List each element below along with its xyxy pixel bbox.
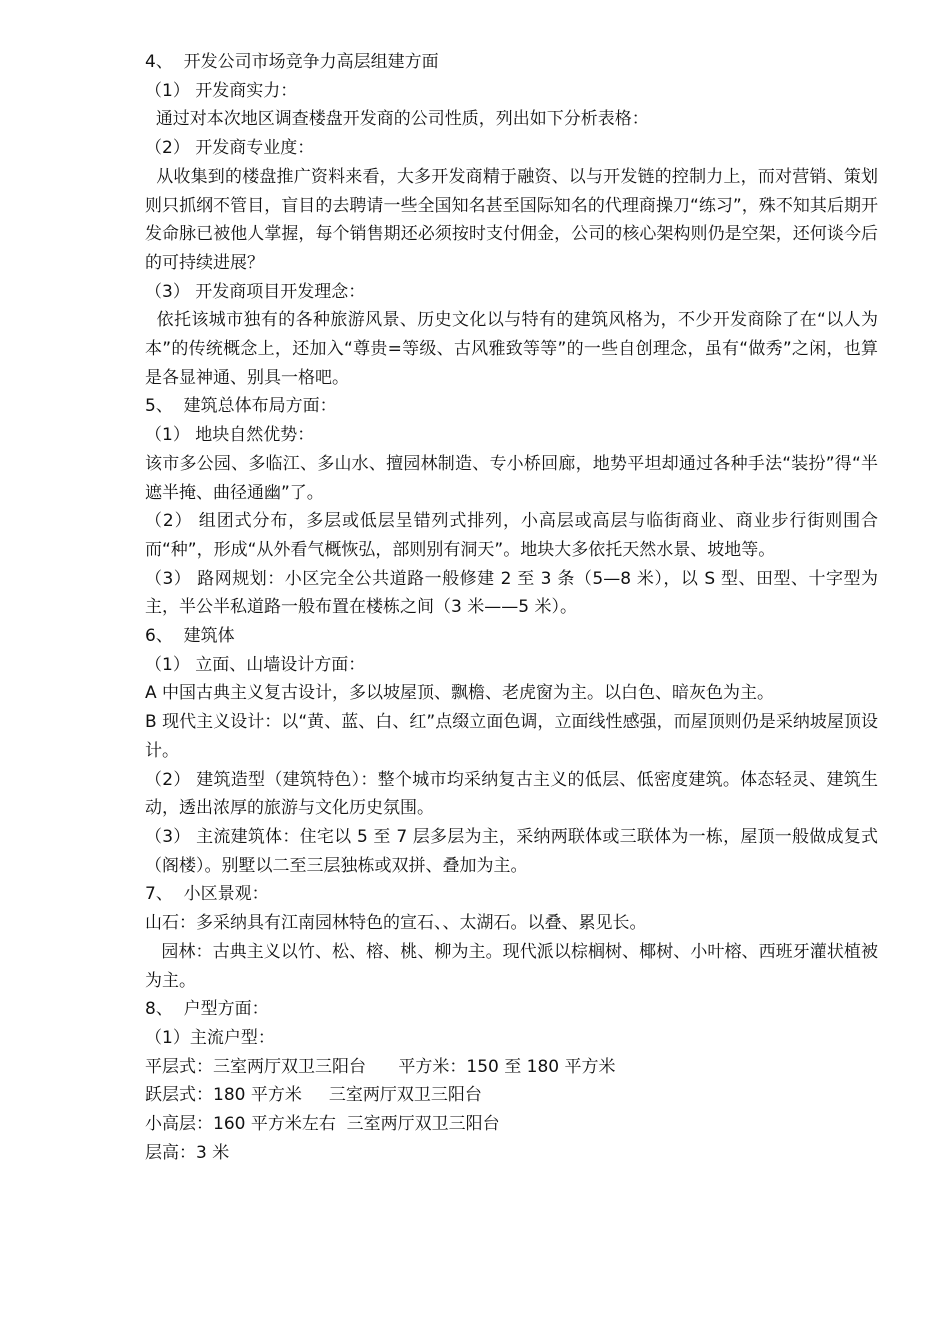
paragraph-main-building: （3） 主流建筑体：住宅以 5 至 7 层多层为主，采纳两联体或三联体为一栋，屋顶一般做成复式（阁楼）。别墅以二至三层独栋或双拼、叠加为主。 [145, 826, 878, 876]
section-heading-8: 8、 户型方面： [145, 999, 269, 1020]
line-floor-height: 层高：3 米 [145, 1142, 230, 1163]
line-duplex-unit: 跃层式：180 平方米 三室两厅双卫三阳台 [145, 1085, 482, 1106]
paragraph-rockery: 山石：多采纳具有江南园林特色的宣石、、太湖石。以叠、累见长。 [145, 913, 647, 934]
subheading-developer-strength: （1） 开发商实力： [145, 80, 298, 101]
paragraph-modern-design: B 现代主义设计：以“黄、蓝、白、红”点缀立面色调，立面线性感强，而屋顶则仍是采纳坡屋顶设计。 [145, 712, 878, 761]
subheading-main-unit-type: （1）主流户型： [145, 1027, 275, 1048]
subheading-development-concept: （3） 开发商项目开发理念： [145, 281, 366, 302]
subheading-natural-advantage: （1） 地块自然优势： [145, 425, 315, 446]
section-heading-5: 5、 建筑总体布局方面： [145, 396, 337, 417]
line-small-highrise-unit: 小高层：160 平方米左右 三室两厅双卫三阳台 [145, 1114, 500, 1135]
paragraph-building-form: （2） 建筑造型（建筑特色）：整个城市均采纳复古主义的低层、低密度建筑。体态轻灵、建筑生动，透出浓厚的旅游与文化历史氛围。 [145, 769, 878, 819]
section-heading-7: 7、 小区景观： [145, 884, 269, 905]
paragraph-road-network: （3） 路网规划：小区完全公共道路一般修建 2 至 3 条（5—8 米），以 S 型、田型、十字型为主，半公半私道路一般布置在楼栋之间（3 米——5 米）。 [145, 568, 878, 618]
line-flat-unit: 平层式：三室两厅双卫三阳台 平方米：150 至 180 平方米 [145, 1056, 616, 1077]
document-page [145, 48, 878, 1167]
section-heading-4: 4、 开发公司市场竞争力高层组建方面 [145, 52, 439, 72]
paragraph-garden: 园林：古典主义以竹、松、榕、桃、柳为主。现代派以棕榈树、椰树、小叶榕、西班牙灌状植被为主。 [145, 941, 878, 991]
paragraph-developer-strength: 通过对本次地区调查楼盘开发商的公司性质，列出如下分析表格： [145, 109, 649, 130]
paragraph-classical-design: A 中国古典主义复古设计，多以坡屋顶、飘檐、老虎窗为主。以白色、暗灰色为主。 [145, 683, 775, 704]
paragraph-development-concept: 依托该城市独有的各种旅游风景、历史文化以与特有的建筑风格为，不少开发商除了在“以人为本”的传统概念上，还加入“尊贵=等级、古风雅致等等”的一些自创理念，虽有“做秀”之闲，也算是各显神通、别具一格吧。 [145, 310, 878, 388]
subheading-facade-design: （1） 立面、山墙设计方面： [145, 654, 366, 675]
paragraph-cluster-layout: （2） 组团式分布，多层或低层呈错列式排列，小高层或高层与临街商业、商业步行街则围合而“种”，形成“从外看气概恢弘，部则别有洞天”。地块大多依托天然水景、坡地等。 [145, 511, 878, 560]
paragraph-natural-advantage: 该市多公园、多临江、多山水、擅园林制造、专小桥回廊，地势平坦却通过各种手法“装扮”得“半遮半掩、曲径通幽”了。 [145, 453, 878, 503]
paragraph-developer-professionalism: 从收集到的楼盘推广资料来看，大多开发商精于融资、以与开发链的控制力上，而对营销、策划则只抓纲不管目，盲目的去聘请一些全国知名甚至国际知名的代理商操刀“练习”，殊不知其后期开发命脉已被他人掌握，每个销售期还必须按时支付佣金，公司的核心架构则仍是空架，还何谈今后的可持续进展？ [145, 166, 879, 273]
section-heading-6: 6、 建筑体 [145, 626, 235, 647]
subheading-developer-professionalism: （2） 开发商专业度： [145, 138, 315, 159]
